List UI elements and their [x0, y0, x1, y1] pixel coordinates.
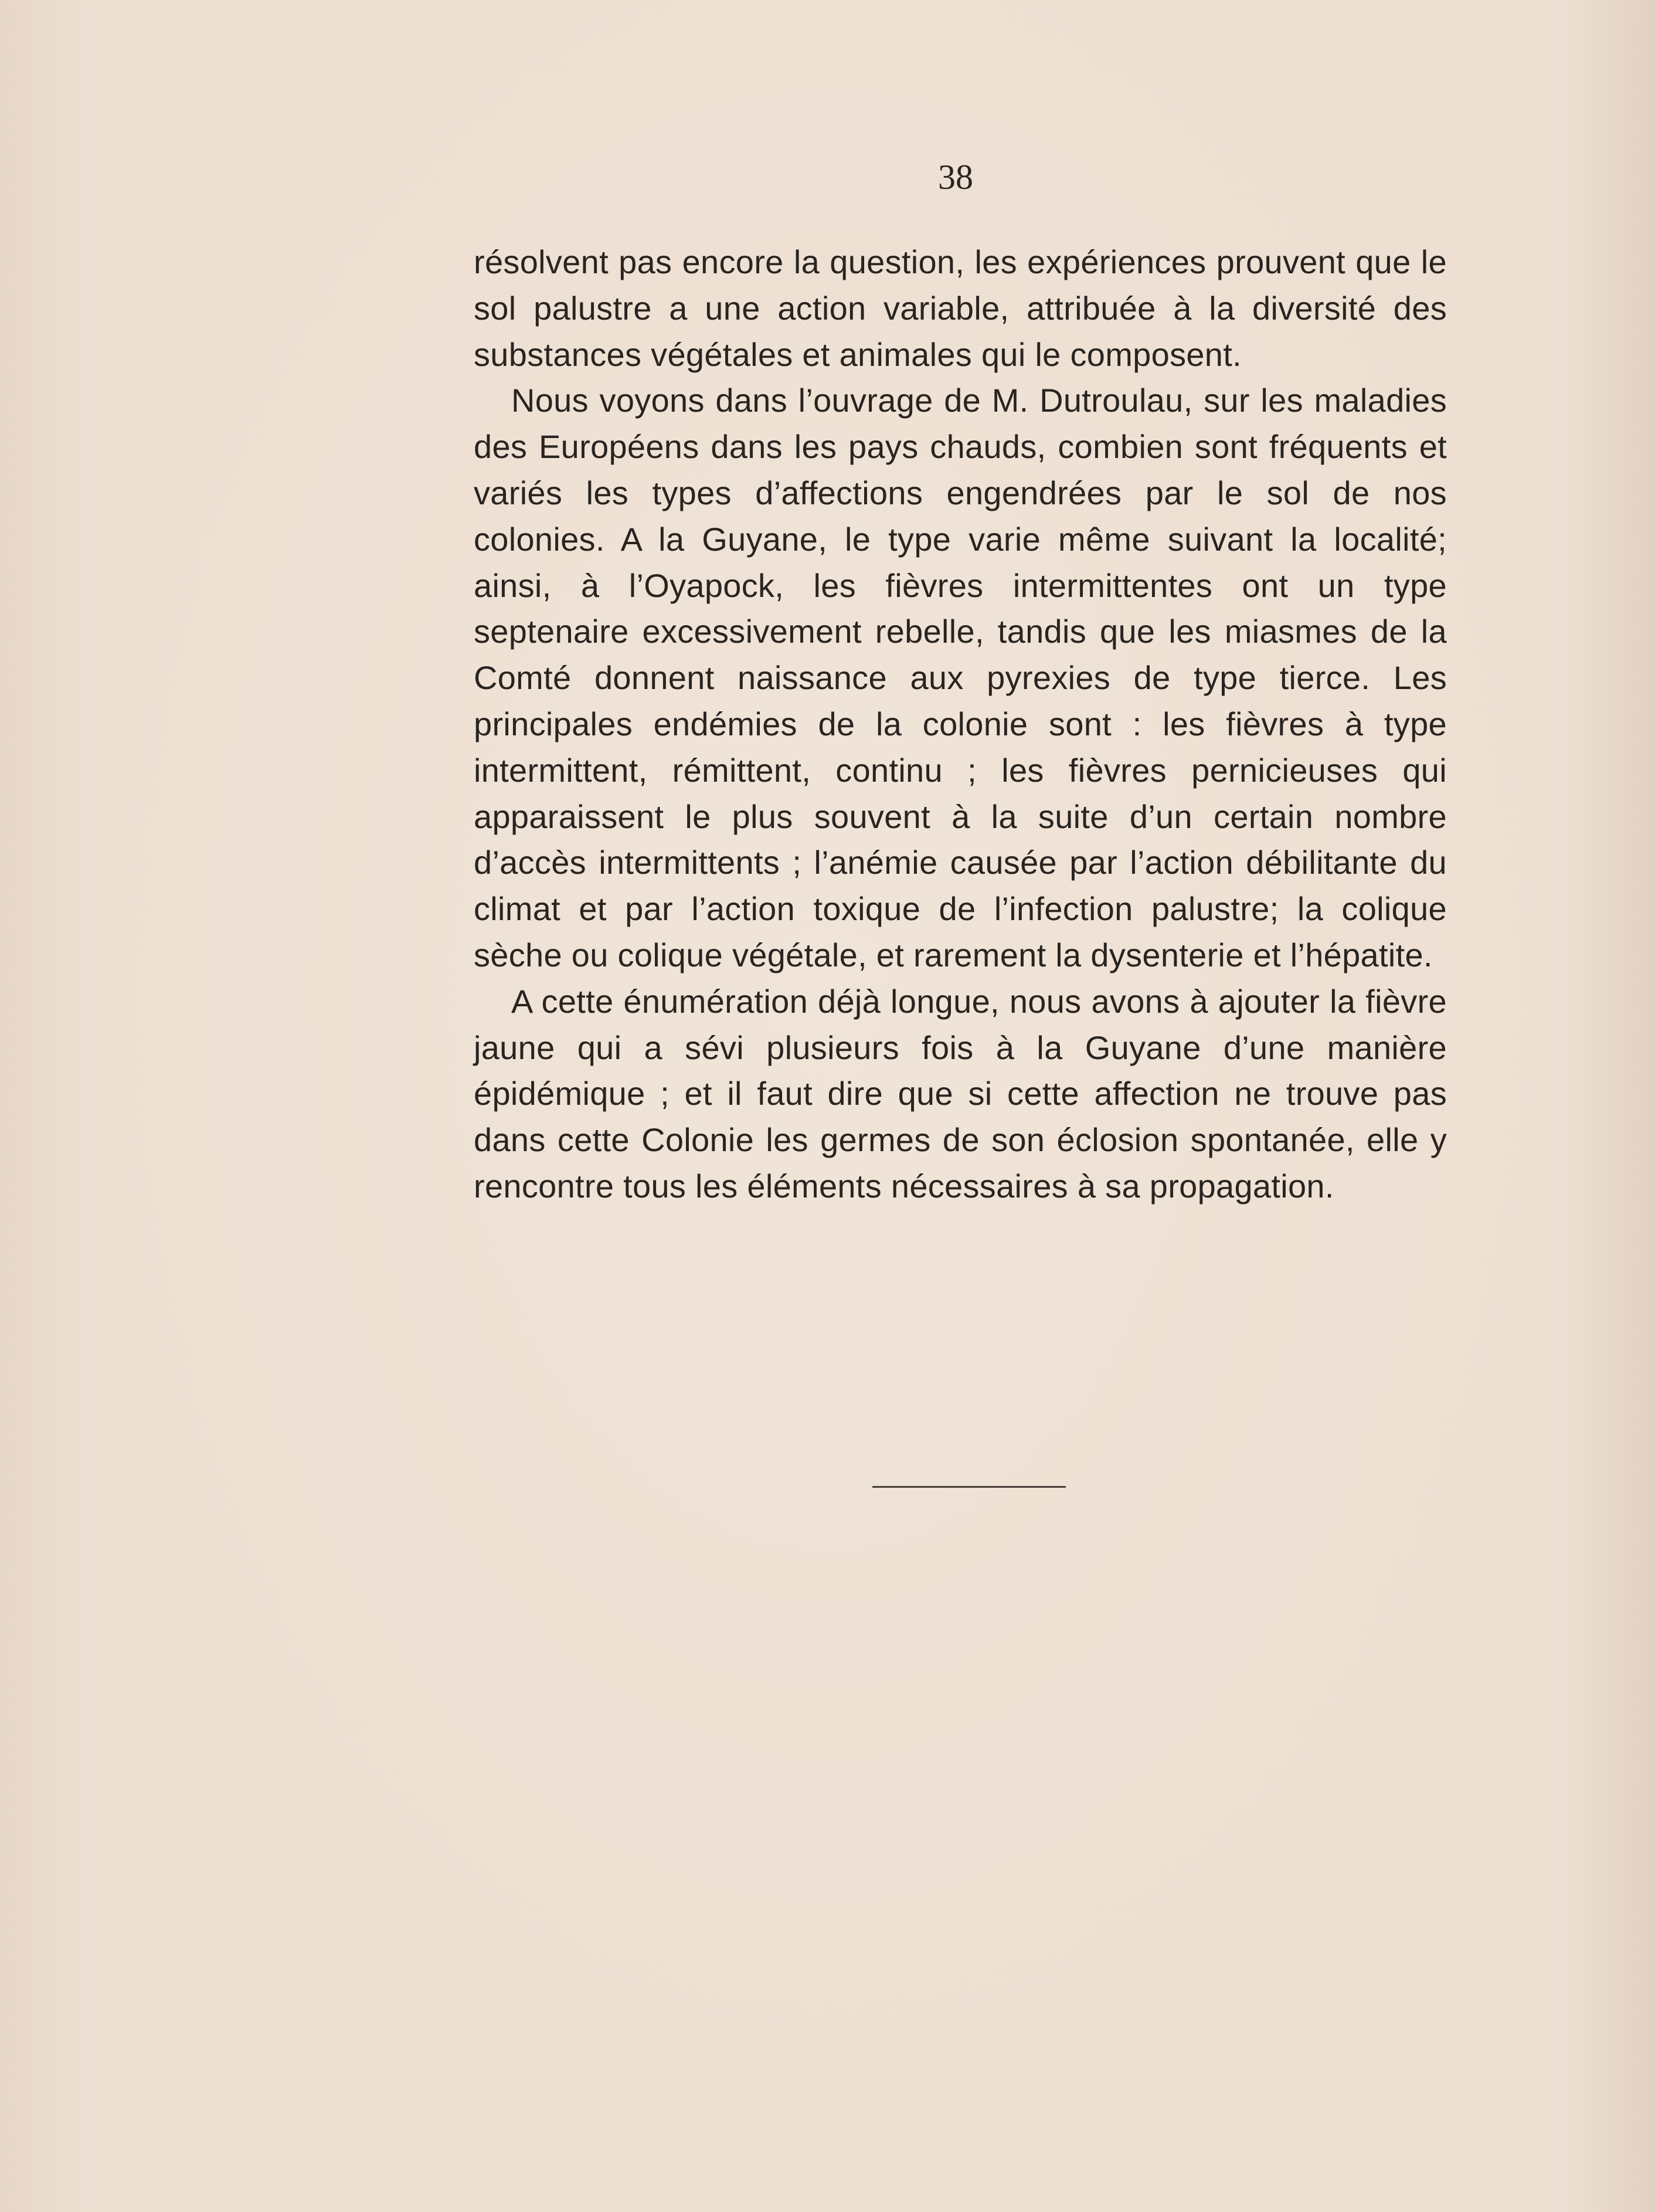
page-number: 38: [938, 158, 973, 196]
paragraph-dutroulau: Nous voyons dans l’ouvrage de M. Dutroulau, sur les maladies des Européens dans les pays chauds, combien sont fréquents et variés les types d’affections engendrées par le sol de nos colonies. A la Guyane, le type varie même suivant la localité; ainsi, à l’Oyapock, les fièvres intermittentes ont un type septenaire excessivement rebelle, tandis que les miasmes de la Comté donnent naissance aux pyrexies de type tierce. Les principales endémies de la colonie sont : les fièvres à type intermittent, rémittent, continu ; les fièvres pernicieuses qui apparaissent le plus souvent à la suite d’un certain nombre d’accès intermittents ; l’anémie causée par l’action débilitante du climat et par l’action toxique de l’infection palustre; la colique sèche ou colique végétale, et rarement la dysenterie et l’hépatite.: [474, 382, 1447, 973]
section-end-rule: [872, 1486, 1066, 1488]
paragraph-continued: résolvent pas encore la question, les expériences prouvent que le sol palustre a une action variable, attribuée à la diversité des substances végétales et animales qui le composent.: [474, 243, 1447, 373]
paragraph-yellow-fever: A cette énumération déjà longue, nous avons à ajouter la fièvre jaune qui a sévi plusieurs fois à la Guyane d’une manière épidémique ; et il faut dire que si cette affection ne trouve pas dans cette Colonie les germes de son éclosion spontanée, elle y rencontre tous les éléments nécessaires à sa propagation.: [474, 982, 1447, 1205]
body-text: [474, 239, 1447, 1210]
